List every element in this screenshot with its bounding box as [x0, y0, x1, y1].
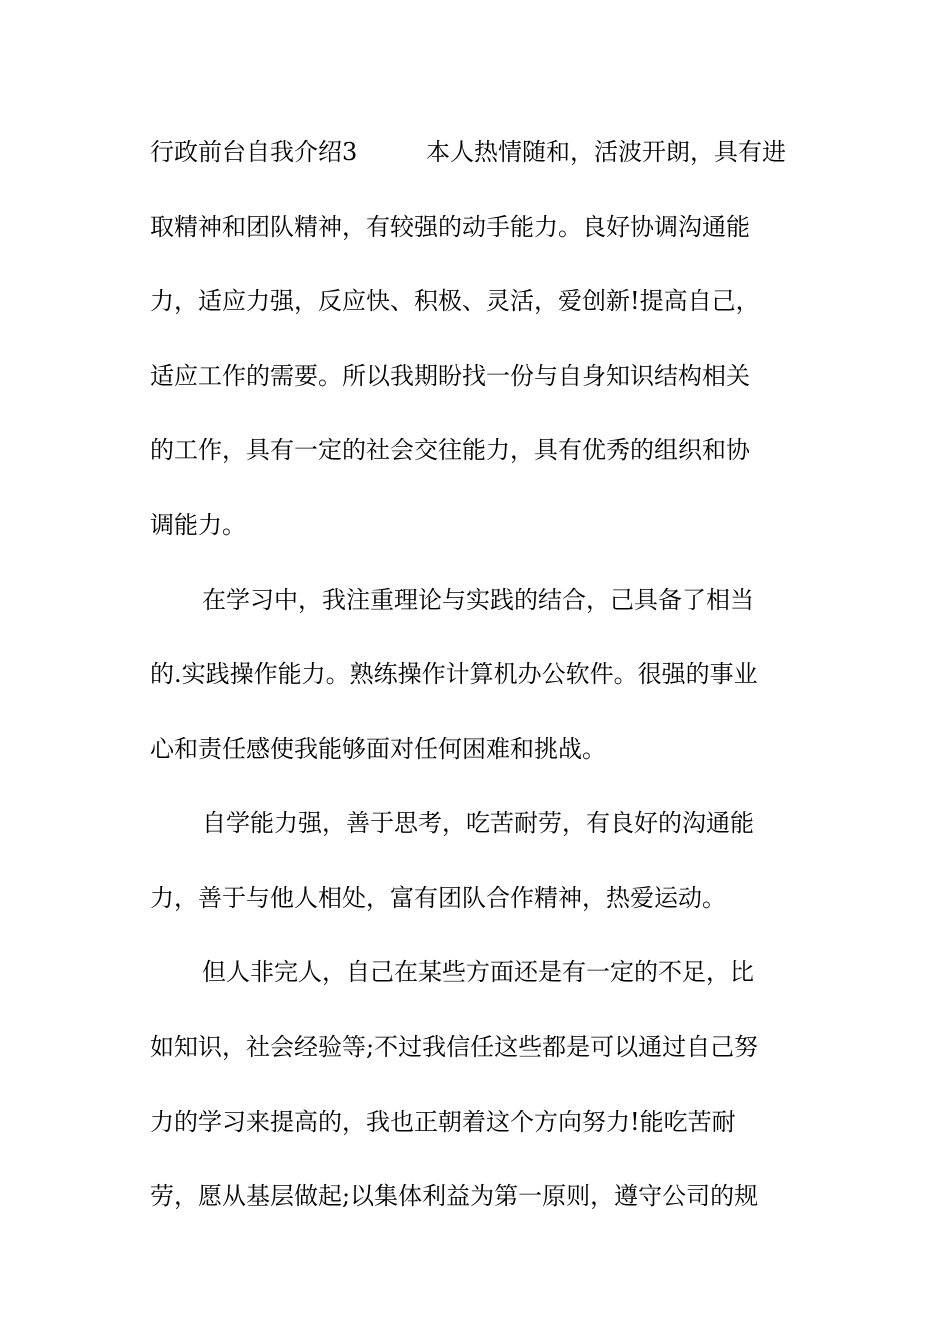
text-line-13 [0, 1030, 950, 1064]
text-line-4 [0, 359, 950, 393]
text-line-6 [0, 508, 950, 542]
paragraph-text: 力，适应力强，反应快、积极、灵活，爱创新!提高自己， [150, 287, 760, 315]
paragraph-text: 调能力。 [150, 511, 246, 539]
paragraph-text: 劳，愿从基层做起;以集体利益为第一原则，遵守公司的规 [150, 1182, 759, 1210]
paragraph-text: 如知识，社会经验等;不过我信任这些都是可以通过自己努 [150, 1033, 759, 1061]
text-line-7 [0, 583, 950, 617]
paragraph-text: 在学习中，我注重理论与实践的结合，己具备了相当 [202, 586, 754, 614]
text-line-8 [0, 657, 950, 691]
paragraph-text: 但人非完人，自己在某些方面还是有一定的不足，比 [202, 958, 754, 986]
text-line-2 [0, 210, 950, 244]
text-line-10 [0, 806, 950, 840]
paragraph-text: 本人热情随和，活波开朗，具有进 [426, 138, 786, 166]
paragraph-text: 适应工作的需要。所以我期盼找一份与自身知识结构相关 [150, 362, 750, 390]
text-line-14 [0, 1105, 950, 1139]
paragraph-text: 力，善于与他人相处，富有团队合作精神，热爱运动。 [150, 884, 726, 912]
paragraph-text: 的.实践操作能力。熟练操作计算机办公软件。很强的事业 [150, 660, 758, 688]
paragraph-text: 取精神和团队精神，有较强的动手能力。良好协调沟通能 [150, 213, 750, 241]
text-line-12 [0, 955, 950, 989]
document-title: 行政前台自我介绍3 [150, 138, 358, 166]
text-line-1 [0, 135, 950, 169]
paragraph-text: 心和责任感使我能够面对任何困难和挑战。 [150, 735, 606, 763]
text-line-3 [0, 284, 950, 318]
text-line-15 [0, 1179, 950, 1213]
paragraph-text: 自学能力强，善于思考，吃苦耐劳，有良好的沟通能 [202, 809, 754, 837]
text-line-5 [0, 433, 950, 467]
text-line-11 [0, 881, 950, 915]
paragraph-text: 的工作，具有一定的社会交往能力，具有优秀的组织和协 [150, 436, 750, 464]
paragraph-text: 力的学习来提高的，我也正朝着这个方向努力!能吃苦耐 [150, 1108, 736, 1136]
text-line-9 [0, 732, 950, 766]
